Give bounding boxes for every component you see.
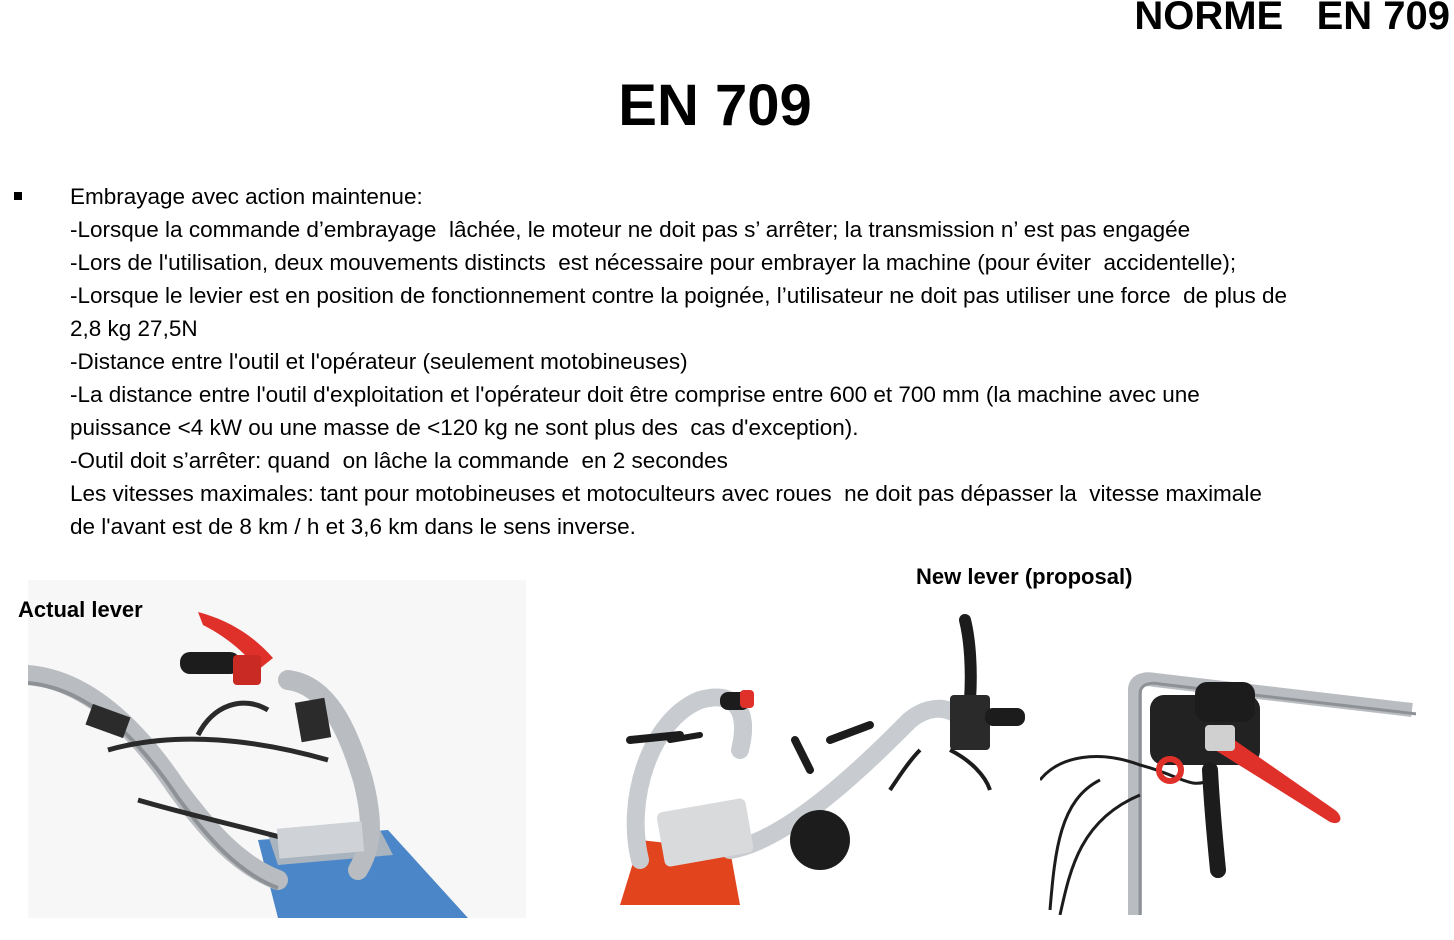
text-line: de l'avant est de 8 km / h et 3,6 km dans le sens inverse. (70, 514, 636, 539)
requirements-text (70, 180, 1440, 543)
text-line: -Outil doit s’arrêter: quand on lâche la commande en 2 secondes (70, 448, 728, 473)
page-title-text: EN 709 (618, 73, 812, 138)
text-line: puissance <4 kW ou une masse de <120 kg ne sont plus des cas d'exception). (70, 415, 859, 440)
new-lever-photo-closeup (1040, 670, 1416, 915)
text-line: Les vitesses maximales: tant pour motobineuses et motoculteurs avec roues ne doit pas dépasser la vitesse maximale (70, 481, 1262, 506)
text-line: -La distance entre l'outil d'exploitation et l'opérateur doit être comprise entre 600 et 700 mm (la machine avec une (70, 382, 1200, 407)
new-lever-caption: New lever (proposal) (916, 564, 1133, 589)
page-title (0, 72, 1454, 139)
new-lever-photo-machine (620, 600, 1040, 905)
text-line: Embrayage avec action maintenue: (70, 184, 423, 209)
text-line: -Lorsque la commande d’embrayage lâchée, le moteur ne doit pas s’ arrêter; la transmission n’ est pas engagée (70, 217, 1191, 242)
text-line: -Distance entre l'outil et l'opérateur (seulement motobineuses) (70, 349, 688, 374)
bullet-marker (14, 192, 22, 200)
actual-lever-photo (28, 580, 526, 918)
actual-lever-caption: Actual lever (18, 597, 143, 622)
text-line: -Lors de l'utilisation, deux mouvements distincts est nécessaire pour embrayer la machine (pour éviter accidentelle); (70, 250, 1237, 275)
text-line: -Lorsque le levier est en position de fonctionnement contre la poignée, l’utilisateur ne doit pas utiliser une force de plus de (70, 283, 1287, 308)
norm-header: NORME EN 709 (1134, 0, 1450, 38)
text-line: 2,8 kg 27,5N (70, 316, 198, 341)
